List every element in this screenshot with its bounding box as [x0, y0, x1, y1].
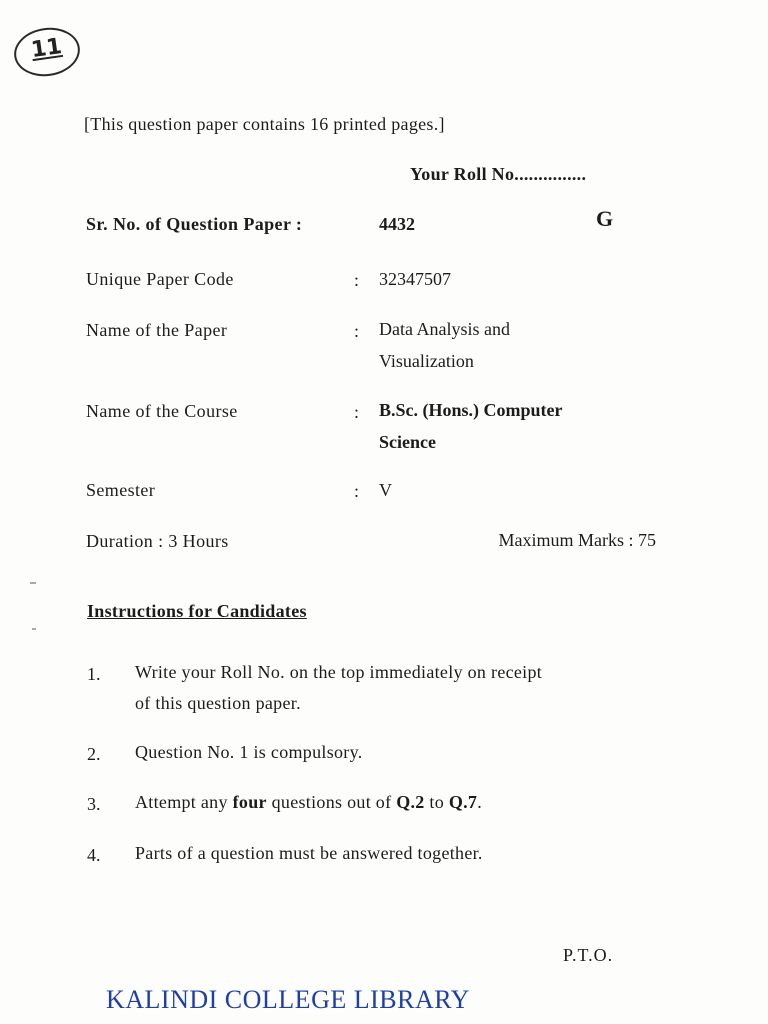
instruction-number: 4.: [87, 845, 101, 865]
course-name-colon: :: [354, 402, 360, 422]
instruction-3-part: questions out of: [266, 792, 397, 812]
please-turn-over: P.T.O.: [563, 945, 614, 965]
instructions-heading: Instructions for Candidates: [87, 601, 307, 621]
library-watermark: KALINDI COLLEGE LIBRARY: [106, 985, 470, 1014]
instruction-3-bold-four: four: [232, 792, 267, 812]
instruction-number: 2.: [87, 744, 101, 764]
course-name-value-line1: B.Sc. (Hons.) Computer: [379, 400, 563, 420]
serial-number-value: 4432: [379, 214, 415, 234]
page-count-note: [This question paper contains 16 printed pages.]: [84, 114, 445, 134]
maximum-marks: Maximum Marks : 75: [498, 530, 656, 550]
instruction-3-part: to: [424, 792, 449, 812]
course-name-label: Name of the Course: [86, 401, 238, 421]
paper-name-colon: :: [354, 321, 360, 341]
roll-number-line: Your Roll No...............: [410, 164, 587, 184]
paper-code-colon: :: [354, 270, 360, 290]
instruction-number: 3.: [87, 794, 101, 814]
paper-name-value-line1: Data Analysis and: [379, 319, 510, 339]
instruction-1-line1: Write your Roll No. on the top immediately on receipt: [135, 662, 543, 682]
instruction-3-bold-q2: Q.2: [396, 792, 425, 812]
paper-set-letter: G: [596, 206, 614, 231]
semester-label: Semester: [86, 480, 156, 500]
instruction-4-text: Parts of a question must be answered together.: [135, 843, 483, 863]
paper-name-label: Name of the Paper: [86, 320, 228, 340]
instruction-3-part: .: [477, 792, 483, 812]
paper-name-value-line2: Visualization: [379, 351, 474, 371]
instruction-1-line2: of this question paper.: [135, 693, 301, 713]
instruction-3-bold-q7: Q.7: [448, 792, 478, 812]
instruction-3-text: [135, 787, 482, 818]
scan-speck: [30, 582, 36, 584]
circled-number-text: 11: [29, 34, 64, 64]
course-name-value-line2: Science: [379, 432, 436, 452]
serial-number-label: Sr. No. of Question Paper :: [86, 214, 303, 234]
handwritten-circled-number: [11, 24, 83, 81]
paper-code-label: Unique Paper Code: [86, 269, 234, 289]
duration: Duration : 3 Hours: [86, 531, 229, 551]
semester-colon: :: [354, 481, 360, 501]
instruction-2-text: Question No. 1 is compulsory.: [135, 742, 363, 762]
instruction-3-part: Attempt any: [135, 792, 233, 812]
paper-code-value: 32347507: [379, 269, 451, 289]
instruction-number: 1.: [87, 664, 101, 684]
semester-value: V: [379, 480, 392, 500]
scan-speck: [32, 628, 36, 630]
